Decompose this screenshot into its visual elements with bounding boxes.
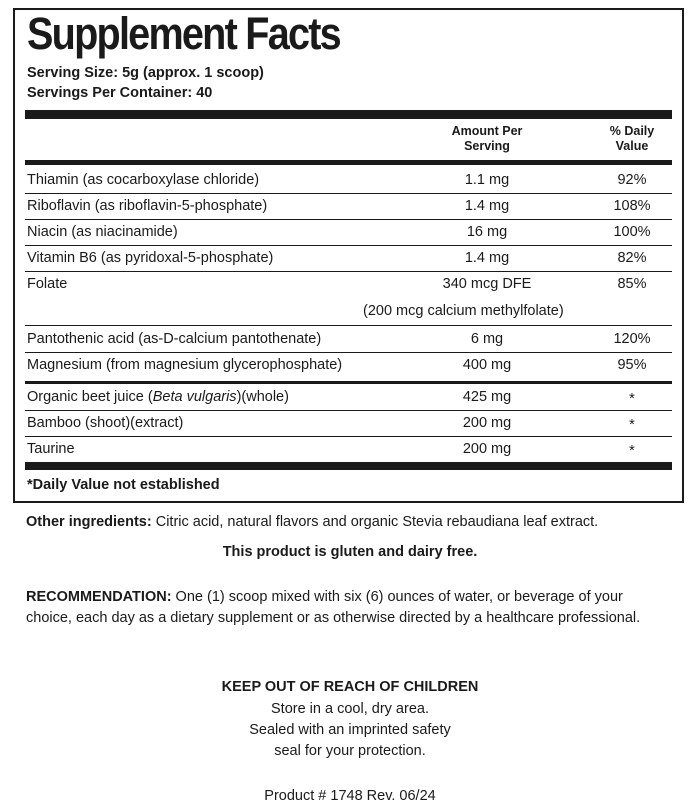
product-code: Product # 1748 Rev. 06/24 [264, 788, 436, 804]
ingredient-amount: 200 mg [462, 441, 512, 457]
ingredient-daily-value: * [629, 417, 635, 433]
ingredient-name: Bamboo (shoot)(extract) [27, 415, 184, 431]
section-rule [25, 381, 672, 384]
nutrient-amount: 16 mg [466, 224, 508, 240]
nutrient-daily-value: 95% [617, 357, 647, 373]
nutrient-name: Niacin (as niacinamide) [27, 224, 178, 240]
supplement-facts-panel [13, 8, 684, 503]
nutrient-name: Thiamin (as cocarboxylase chloride) [27, 172, 260, 188]
panel-title: Supplement Facts [27, 8, 340, 59]
row-divider [25, 410, 672, 411]
daily-value-footnote: *Daily Value not established [27, 477, 220, 493]
nutrient-name: Riboflavin (as riboflavin-5-phosphate) [27, 198, 268, 214]
recommendation-label: RECOMMENDATION: [26, 589, 172, 605]
nutrient-daily-value: 92% [617, 172, 647, 188]
ingredient-daily-value: * [629, 391, 635, 407]
nutrient-amount: 1.4 mg [464, 250, 510, 266]
nutrient-amount: 1.1 mg [464, 172, 510, 188]
thick-rule-bottom [25, 462, 672, 470]
nutrient-name: Pantothenic acid (as-D-calcium pantothenate) [27, 331, 322, 347]
row-divider [25, 193, 672, 194]
row-divider [25, 271, 672, 272]
ingredient-name: Organic beet juice (Beta vulgaris)(whole) [27, 389, 289, 405]
storage-line: Store in a cool, dry area. [271, 701, 429, 717]
gluten-statement: This product is gluten and dairy free. [222, 544, 478, 560]
nutrient-daily-value: 82% [617, 250, 647, 266]
column-header-amount: Amount Per Serving [451, 124, 523, 153]
recommendation [26, 587, 662, 629]
nutrient-name: Magnesium (from magnesium glycerophosphate) [27, 357, 343, 373]
nutrient-source-note: (200 mcg calcium methylfolate) [363, 303, 564, 319]
row-divider [25, 325, 672, 326]
thick-rule-top [25, 110, 672, 119]
ingredient-amount: 200 mg [462, 415, 512, 431]
ingredient-amount: 425 mg [462, 389, 512, 405]
storage-line: Sealed with an imprinted safety [249, 722, 451, 738]
row-divider [25, 245, 672, 246]
other-ingredients [26, 512, 686, 533]
medium-rule [25, 160, 672, 165]
row-divider [25, 352, 672, 353]
nutrient-amount: 340 mcg DFE [442, 276, 532, 292]
other-ingredients-text: Citric acid, natural flavors and organic Stevia rebaudiana leaf extract. [151, 514, 599, 530]
ingredient-daily-value: * [629, 443, 635, 459]
nutrient-amount: 1.4 mg [464, 198, 510, 214]
column-header-daily-value: % Daily Value [609, 124, 655, 153]
recommendation-text: One (1) scoop mixed with six (6) ounces of water, or beverage of your choice, each day as a dietary supplement or as otherwise directed by a healthcare professional. [26, 589, 641, 626]
nutrient-name: Folate [27, 276, 68, 292]
row-divider [25, 436, 672, 437]
nutrient-daily-value: 120% [613, 331, 651, 347]
nutrient-name: Vitamin B6 (as pyridoxal-5-phosphate) [27, 250, 274, 266]
nutrient-daily-value: 100% [613, 224, 651, 240]
ingredient-name: Taurine [27, 441, 75, 457]
child-warning: KEEP OUT OF REACH OF CHILDREN [221, 679, 479, 695]
nutrient-amount: 6 mg [470, 331, 504, 347]
row-divider [25, 219, 672, 220]
serving-size: Serving Size: 5g (approx. 1 scoop) [27, 65, 264, 81]
other-ingredients-label: Other ingredients: [26, 514, 152, 530]
servings-per-container: Servings Per Container: 40 [27, 85, 213, 101]
nutrient-amount: 400 mg [462, 357, 512, 373]
storage-line: seal for your protection. [274, 743, 426, 759]
nutrient-daily-value: 85% [617, 276, 647, 292]
botanical-name: Beta vulgaris [152, 389, 237, 405]
nutrient-daily-value: 108% [613, 198, 651, 214]
